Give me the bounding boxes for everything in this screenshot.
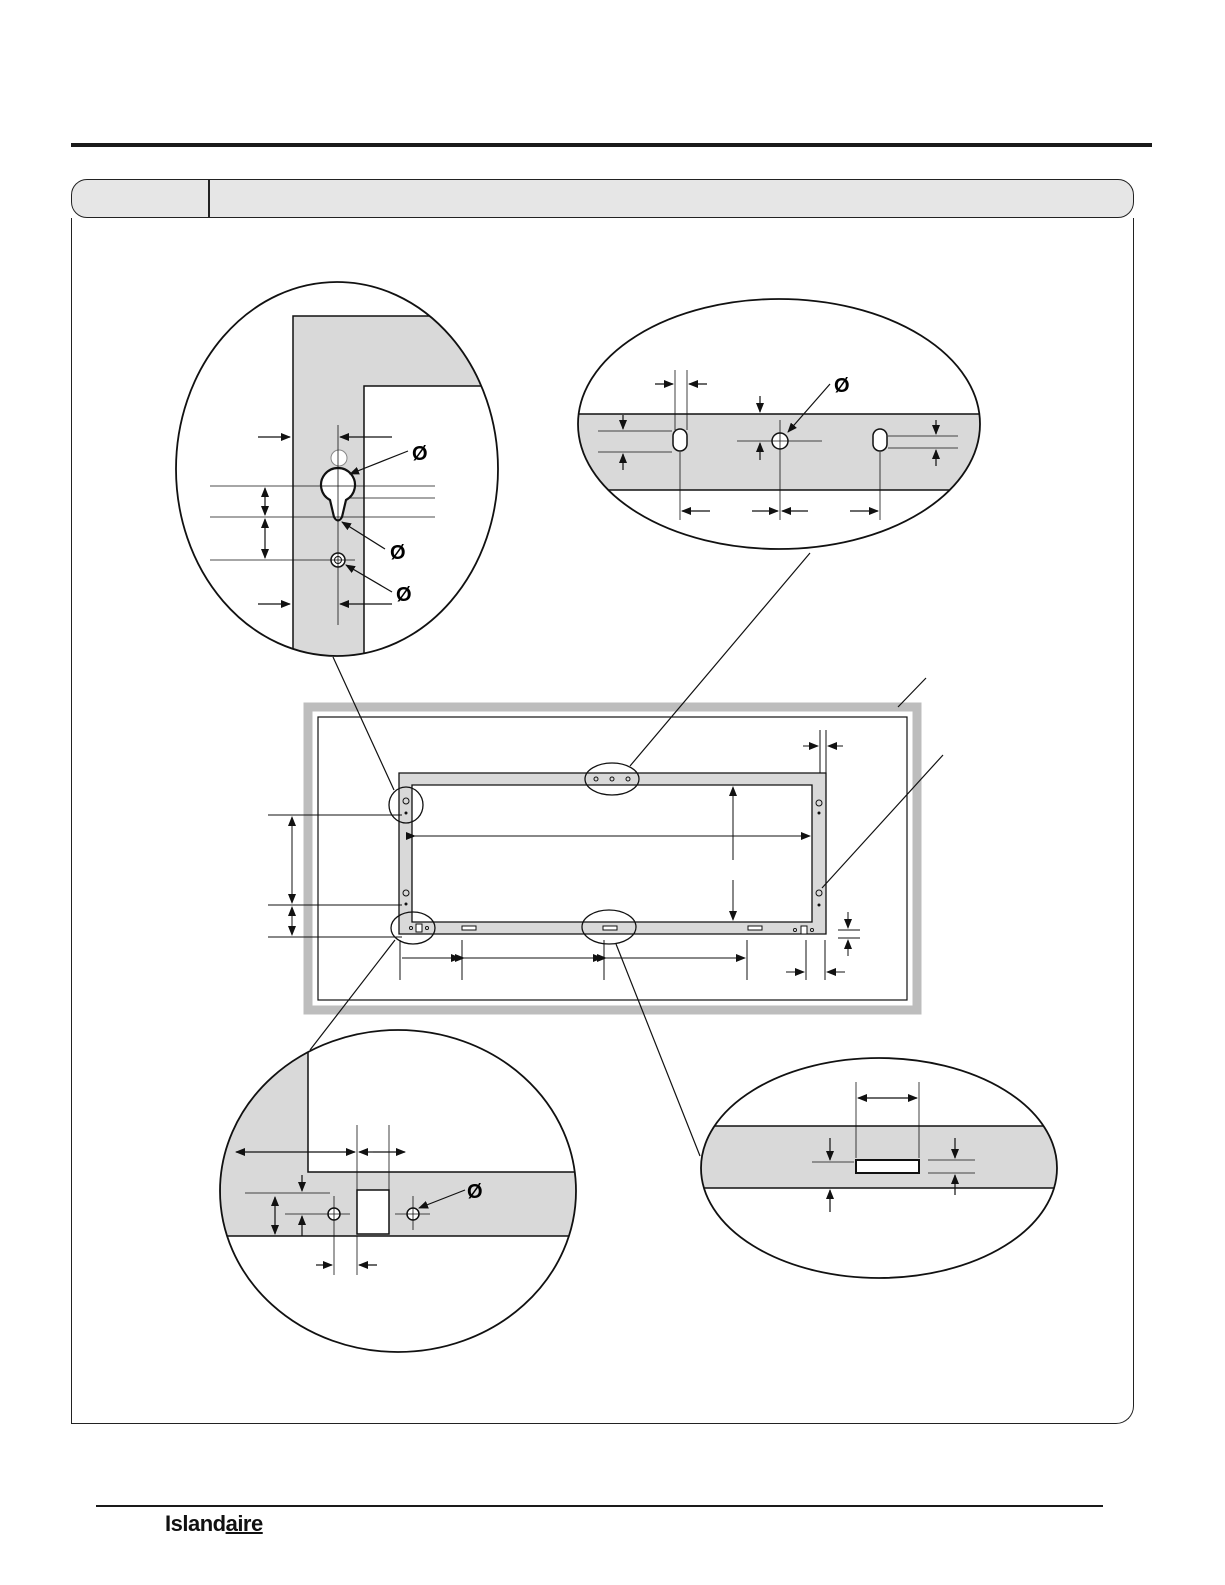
corner-block — [357, 1190, 389, 1234]
slot-right — [873, 429, 887, 451]
diameter-symbol-5: Ø — [467, 1181, 483, 1203]
diameter-symbol-3: Ø — [396, 584, 412, 606]
detail-top-holes — [570, 299, 990, 549]
main-panel — [268, 553, 943, 1156]
brand-logo-part2: aire — [225, 1511, 263, 1536]
detail-bottom-slot — [690, 1058, 1070, 1278]
bottom-rule — [96, 1505, 1103, 1507]
diameter-symbol-1: Ø — [412, 443, 428, 465]
detail-keyhole — [176, 282, 500, 660]
slot-left — [673, 429, 687, 451]
detail-bottom-corner — [220, 1020, 590, 1352]
brand-logo-part1: Island — [165, 1511, 226, 1536]
brand-logo — [165, 1511, 263, 1537]
diameter-symbol-4: Ø — [834, 375, 850, 397]
rect-slot — [856, 1160, 919, 1173]
diameter-symbol-2: Ø — [390, 542, 406, 564]
